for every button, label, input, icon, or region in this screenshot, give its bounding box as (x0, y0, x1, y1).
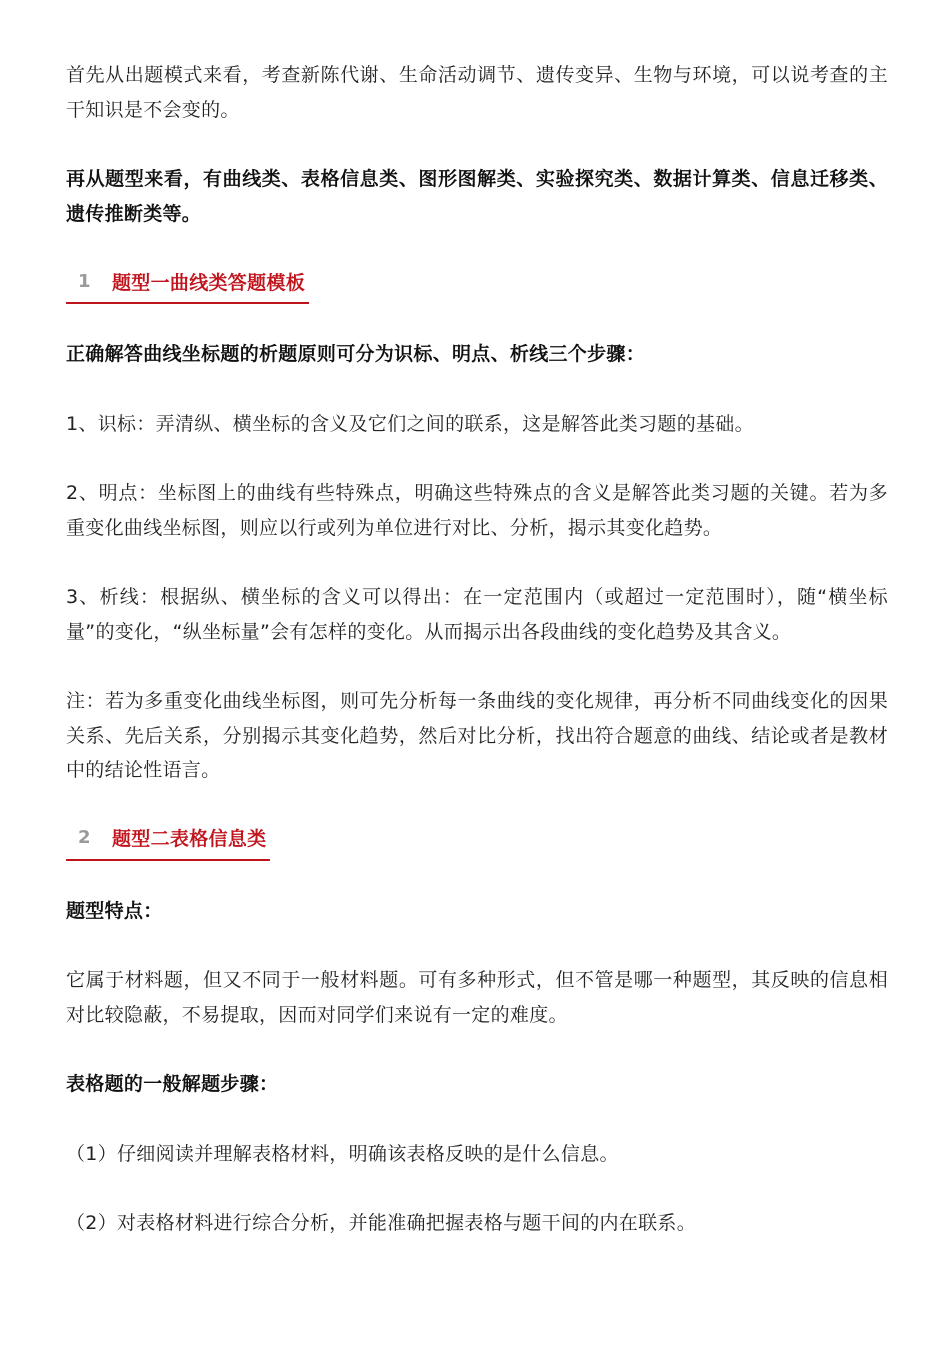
intro-paragraph: 首先从出题模式来看，考查新陈代谢、生命活动调节、遗传变异、生物与环境，可以说考查的主干知识是不会变的。 (66, 64, 888, 121)
section-2-heading (66, 823, 270, 861)
curve-method-lead: 正确解答曲线坐标题的析题原则可分为识标、明点、析线三个步骤： (66, 343, 646, 365)
curve-step-2: 2、明点：坐标图上的曲线有些特殊点，明确这些特殊点的含义是解答此类习题的关键。若为多重变化曲线坐标图，则应以行或列为单位进行对比、分析，揭示其变化趋势。 (66, 482, 888, 539)
table-features-heading: 题型特点： (66, 899, 163, 922)
section-2-number: 2 (78, 827, 91, 848)
table-step-2: （2）对表格材料进行综合分析，并能准确把握表格与题干间的内在联系。 (66, 1212, 696, 1234)
question-types-paragraph: 再从题型来看，有曲线类、表格信息类、图形图解类、实验探究类、数据计算类、信息迁移类、遗传推断类等。 (66, 168, 888, 225)
section-1-number: 1 (78, 270, 91, 292)
table-step-1: （1）仔细阅读并理解表格材料，明确该表格反映的是什么信息。 (66, 1142, 619, 1165)
section-2-title: 题型二表格信息类 (112, 828, 267, 850)
curve-note: 注：若为多重变化曲线坐标图，则可先分析每一条曲线的变化规律，再分析不同曲线变化的因果关系、先后关系，分别揭示其变化趋势，然后对比分析，找出符合题意的曲线、结论或者是教材中的结论性语言。 (66, 690, 888, 781)
article-body (66, 58, 888, 1276)
curve-step-1: 1、识标：弄清纵、横坐标的含义及它们之间的联系，这是解答此类习题的基础。 (66, 412, 754, 435)
curve-step-3: 3、析线：根据纵、横坐标的含义可以得出：在一定范围内（或超过一定范围时），随“横坐标量”的变化，“纵坐标量”会有怎样的变化。从而揭示出各段曲线的变化趋势及其含义。 (66, 586, 888, 643)
table-features-text: 它属于材料题，但又不同于一般材料题。可有多种形式，但不管是哪一种题型，其反映的信息相对比较隐蔽，不易提取，因而对同学们来说有一定的难度。 (66, 969, 888, 1026)
table-steps-heading: 表格题的一般解题步骤： (66, 1073, 279, 1095)
section-1-heading (66, 266, 309, 304)
section-1-title: 题型一曲线类答题模板 (112, 271, 306, 294)
